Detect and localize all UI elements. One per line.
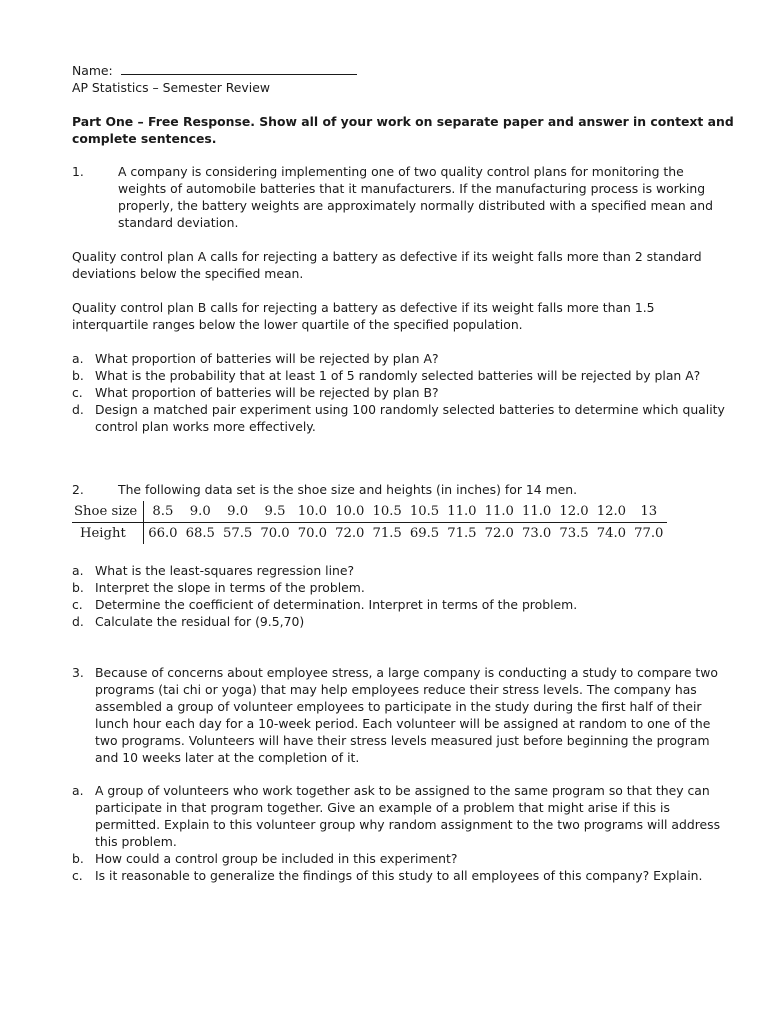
q1-intro-line: properly, the battery weights are approximately normally distributed with a specified mean and [118, 198, 713, 213]
list-item [72, 867, 712, 884]
question-number: 1. [72, 164, 84, 179]
shoe-height-table [72, 501, 667, 544]
list-item [72, 613, 712, 630]
q3-intro-line: assembled a group of volunteer employees to participate in the study during the first half of their [95, 699, 702, 714]
part-letter: c. [72, 868, 83, 883]
part-text: participate in that program together. Give an example of a problem that might arise if this is [95, 800, 670, 815]
question-2 [72, 481, 712, 498]
question-3 [72, 664, 718, 766]
q1-intro-line: weights of automobile batteries that it manufacturers. If the manufacturing process is working [118, 181, 706, 196]
q1-parts-list [72, 350, 725, 435]
list-item [72, 850, 712, 867]
table-cell: 77.0 [634, 526, 664, 541]
part-letter: d. [72, 402, 84, 417]
table-cell: 12.0 [555, 501, 592, 523]
course-title: AP Statistics – Semester Review [72, 80, 270, 95]
table-row-height [72, 523, 667, 545]
list-item [72, 384, 712, 401]
table-cell: 74.0 [596, 526, 627, 541]
table-cell: 12.0 [593, 501, 630, 523]
part-text: Calculate the residual for (9.5,70) [95, 614, 305, 629]
list-item [72, 562, 712, 579]
list-item [72, 579, 712, 596]
name-row [72, 62, 712, 79]
part-letter: a. [72, 563, 84, 578]
table-cell: 70.0 [260, 526, 290, 541]
row-header: Shoe size [72, 501, 144, 523]
table-cell: 10.0 [294, 501, 331, 523]
part-letter: a. [72, 351, 84, 366]
q1-intro-line: standard deviation. [118, 215, 239, 230]
part-letter: b. [72, 368, 84, 383]
question-1 [72, 163, 712, 231]
table-cell: 9.0 [182, 501, 219, 523]
part-text: this problem. [95, 834, 177, 849]
part-text: control plan works more effectively. [95, 419, 316, 434]
list-item [72, 782, 721, 850]
table-cell: 11.0 [443, 501, 480, 523]
list-item [72, 350, 712, 367]
part-letter: d. [72, 614, 84, 629]
plan-b-text: interquartile ranges below the lower quartile of the specified population. [72, 317, 523, 332]
part-text: What proportion of batteries will be rejected by plan B? [95, 385, 439, 400]
part-text: What proportion of batteries will be rejected by plan A? [95, 351, 439, 366]
table-cell: 68.5 [185, 526, 215, 541]
part-letter: c. [72, 597, 83, 612]
q3-intro-line: and 10 weeks later at the completion of it. [95, 750, 360, 765]
part-letter: a. [72, 783, 84, 798]
list-item [72, 401, 725, 435]
table-row-shoe-size [72, 501, 667, 523]
table-cell: 69.5 [409, 526, 440, 541]
q2-parts-list [72, 562, 712, 630]
part-text: A group of volunteers who work together ask to be assigned to the same program so that they can [95, 783, 710, 798]
table-cell: 10.0 [331, 501, 368, 523]
part-letter: c. [72, 385, 83, 400]
table-cell: 9.5 [256, 501, 293, 523]
part-text: Is it reasonable to generalize the findings of this study to all employees of this company? Explain. [95, 868, 703, 883]
table-cell: 66.0 [148, 526, 178, 541]
table-cell: 11.0 [481, 501, 518, 523]
worksheet-page [72, 62, 734, 884]
table-cell: 72.0 [335, 526, 365, 541]
table-cell: 71.5 [372, 526, 402, 541]
table-cell: 9.0 [219, 501, 256, 523]
table-cell: 11.0 [518, 501, 555, 523]
table-cell: 8.5 [144, 501, 182, 523]
q3-intro-line: two programs. Volunteers will have their stress levels measured just before beginning the program [95, 733, 710, 748]
table-cell: 10.5 [406, 501, 443, 523]
plan-a-text: deviations below the specified mean. [72, 266, 304, 281]
q3-parts-list [72, 782, 721, 884]
name-label: Name: [72, 63, 113, 78]
part-one-heading-cont: complete sentences. [72, 131, 217, 146]
question-number: 2. [72, 482, 84, 497]
table-cell: 71.5 [447, 526, 477, 541]
table-cell: 70.0 [297, 526, 328, 541]
q1-intro-line: A company is considering implementing one of two quality control plans for monitoring the [118, 164, 684, 179]
part-letter: b. [72, 851, 84, 866]
table-cell: 73.0 [521, 526, 552, 541]
name-blank-line [121, 62, 357, 75]
plan-b-text: Quality control plan B calls for rejecting a battery as defective if its weight falls more than 1.5 [72, 300, 655, 315]
q2-intro: The following data set is the shoe size and heights (in inches) for 14 men. [118, 482, 578, 497]
q3-intro-line: Because of concerns about employee stress, a large company is conducting a study to compare two [95, 665, 718, 680]
q3-intro-line: programs (tai chi or yoga) that may help employees reduce their stress levels. The company has [95, 682, 697, 697]
part-letter: b. [72, 580, 84, 595]
table-cell: 57.5 [222, 526, 253, 541]
part-text: What is the least-squares regression line? [95, 563, 355, 578]
part-one-heading: Part One – Free Response. Show all of your work on separate paper and answer in context and [72, 114, 734, 129]
part-text: Interpret the slope in terms of the problem. [95, 580, 365, 595]
part-text: permitted. Explain to this volunteer group why random assignment to the two programs will address [95, 817, 721, 832]
table-cell: 10.5 [368, 501, 405, 523]
part-text: What is the probability that at least 1 of 5 randomly selected batteries will be rejected by plan A? [95, 368, 701, 383]
list-item [72, 596, 712, 613]
table-cell: 73.5 [559, 526, 589, 541]
part-text: Determine the coefficient of determination. Interpret in terms of the problem. [95, 597, 578, 612]
table-cell: 72.0 [484, 526, 514, 541]
q3-intro-line: lunch hour each day for a 10-week period. Each volunteer will be assigned at random to one of the [95, 716, 711, 731]
row-header: Height [72, 523, 144, 545]
plan-a-text: Quality control plan A calls for rejecting a battery as defective if its weight falls more than 2 standard [72, 249, 702, 264]
part-text: Design a matched pair experiment using 100 randomly selected batteries to determine which quality [95, 402, 725, 417]
part-text: How could a control group be included in this experiment? [95, 851, 458, 866]
question-number: 3. [72, 665, 84, 680]
list-item [72, 367, 712, 384]
table-cell: 13 [630, 501, 667, 523]
